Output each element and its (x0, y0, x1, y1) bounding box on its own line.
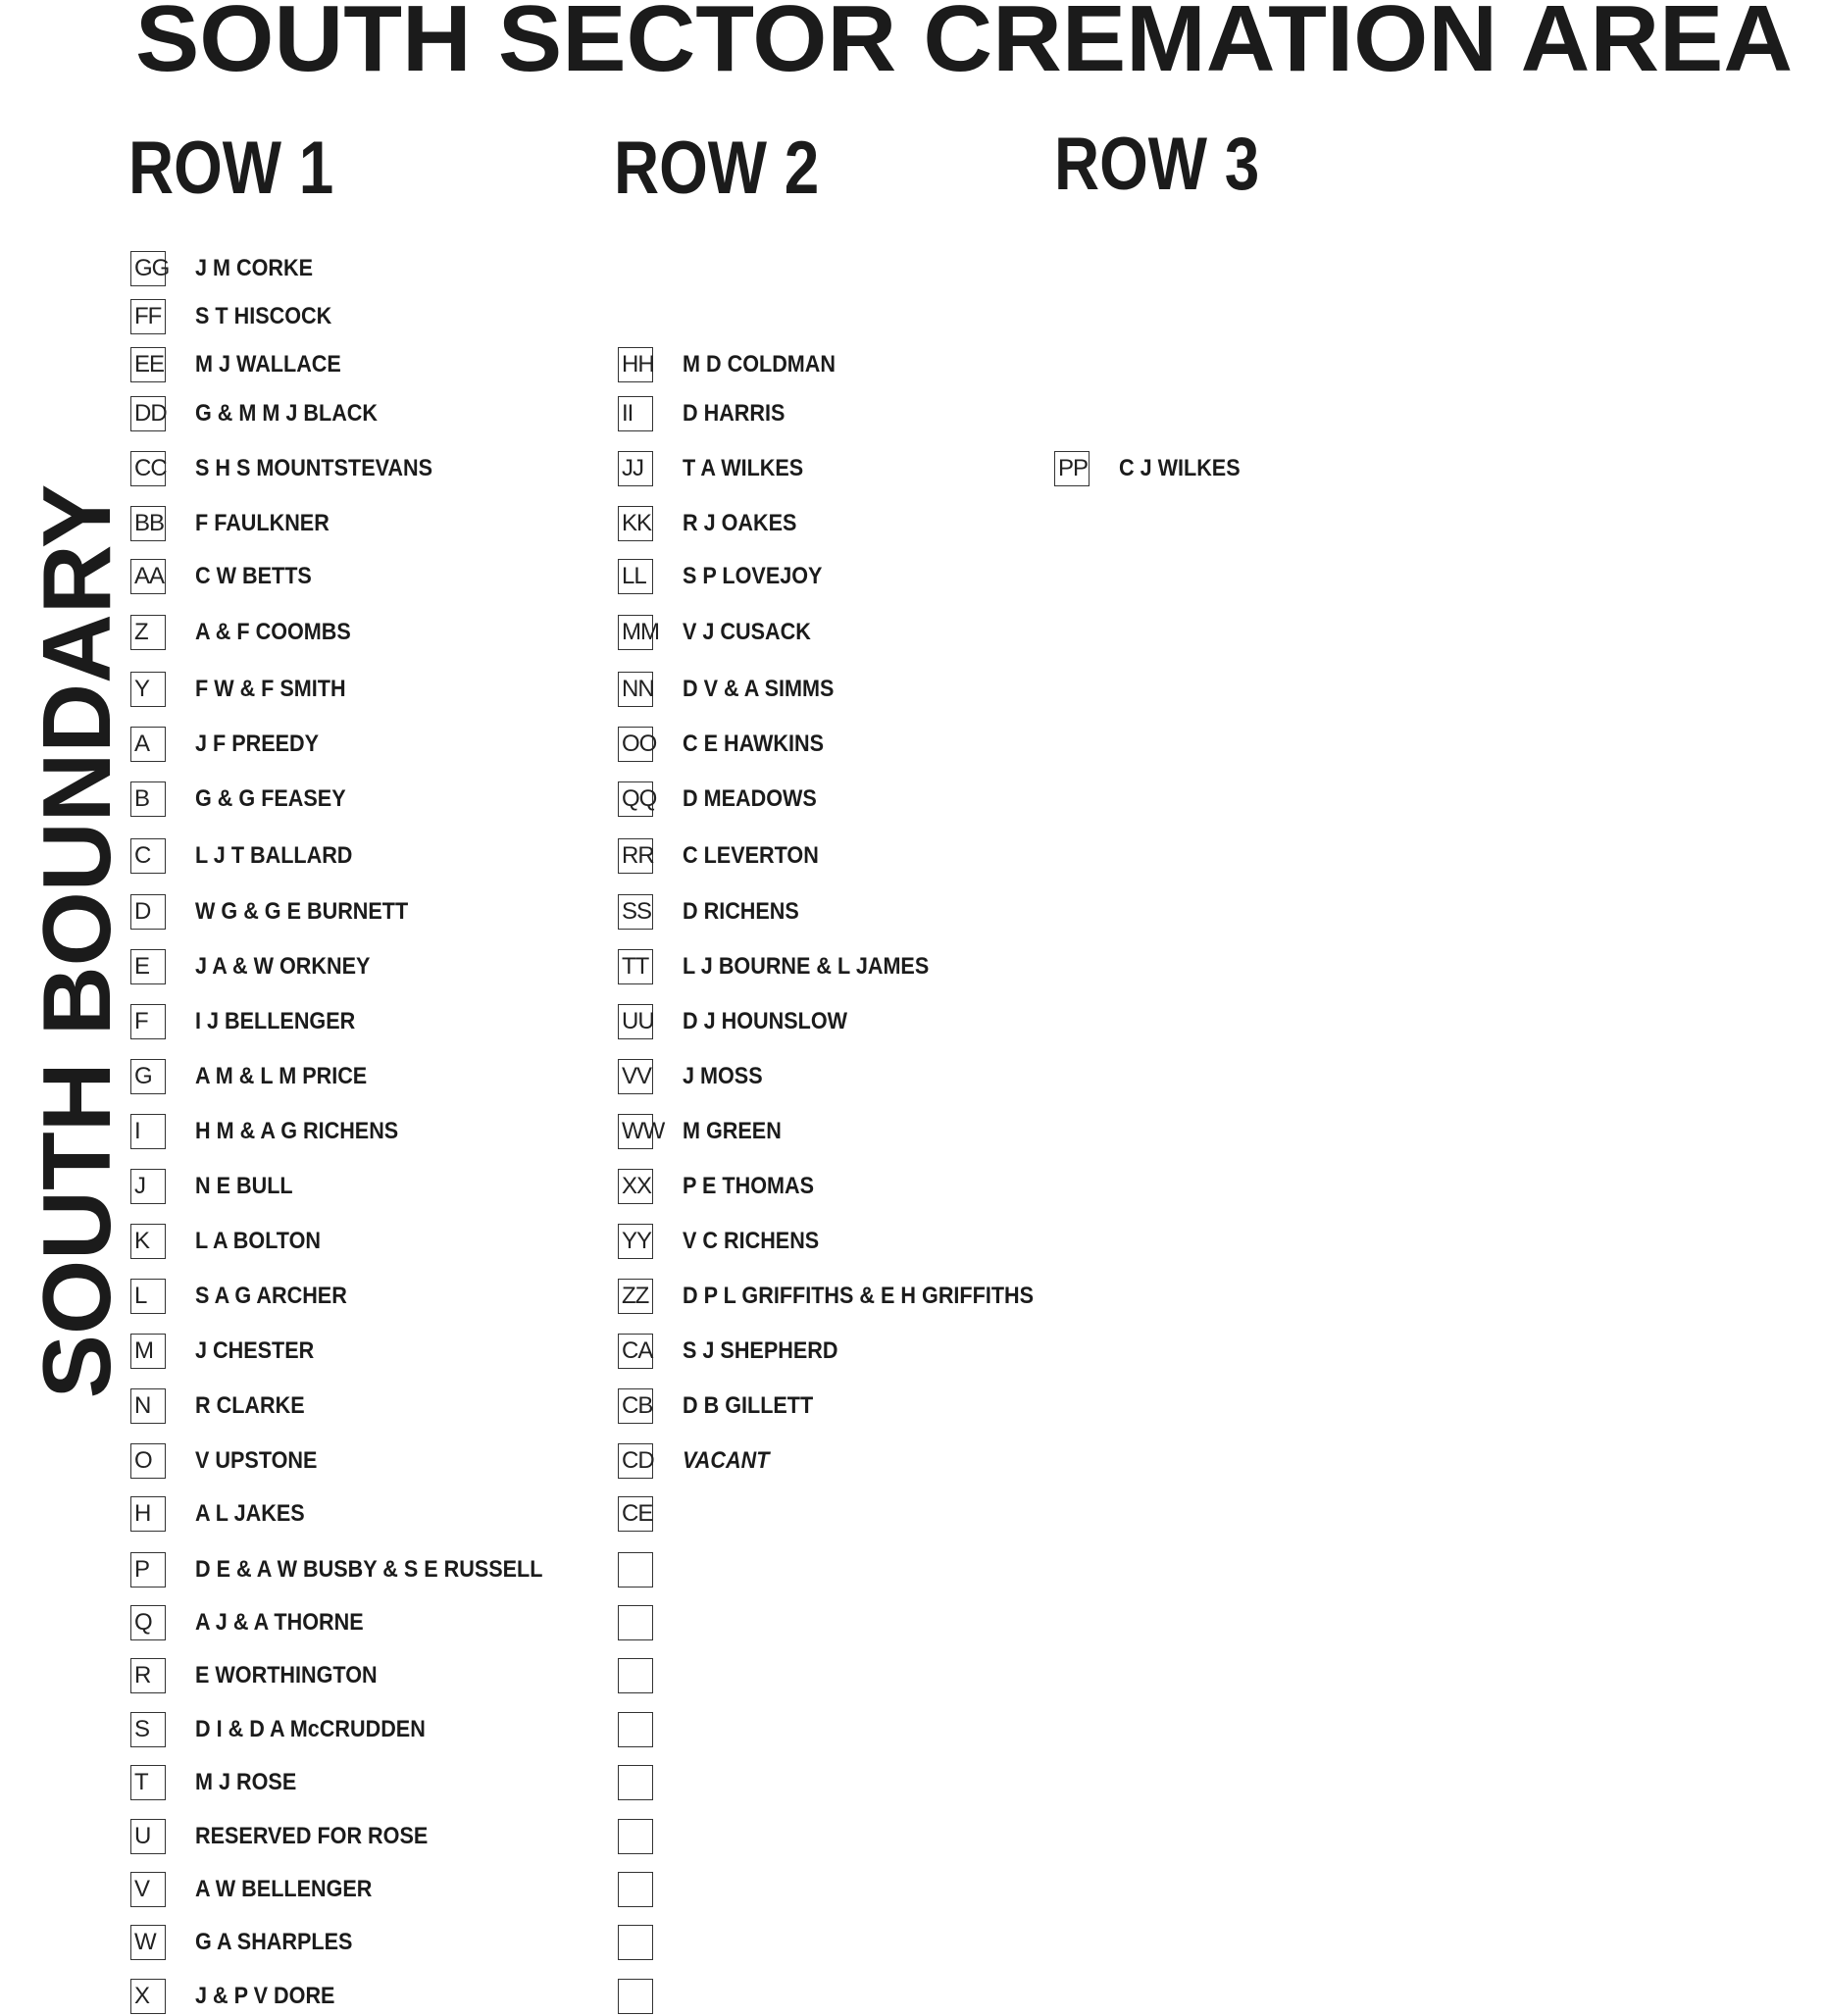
plot-code-box: A (130, 727, 166, 762)
plot-code-box: SS (618, 894, 653, 930)
plot-code-box: CD (618, 1443, 653, 1479)
plot-name: J CHESTER (195, 1337, 315, 1364)
plot-name: R CLARKE (195, 1392, 305, 1419)
plot-name: F W & F SMITH (195, 676, 346, 702)
plot-code-box: Z (130, 615, 166, 650)
plot-code-box: CC (130, 451, 166, 486)
plot-code-box: XX (618, 1169, 653, 1204)
plot-code-box (618, 1658, 653, 1693)
plot-name: S T HISCOCK (195, 303, 332, 329)
plot-code-box (618, 1872, 653, 1907)
plot-code-box (618, 1819, 653, 1854)
plot-code-box: O (130, 1443, 166, 1479)
plot-code-box: D (130, 894, 166, 930)
plot-code-box: QQ (618, 781, 653, 817)
plot-code-box: KK (618, 506, 653, 541)
plot-code-box (618, 1712, 653, 1747)
plot-code-box: I (130, 1114, 166, 1149)
plot-code-box: MM (618, 615, 653, 650)
plot-name: C J WILKES (1119, 455, 1241, 481)
plot-code-box (618, 1979, 653, 2014)
plot-name: J M CORKE (195, 255, 314, 281)
plot-name: A J & A THORNE (195, 1609, 364, 1636)
plot-code-box: AA (130, 559, 166, 594)
plot-name: M GREEN (683, 1118, 782, 1144)
row-2-heading: ROW 2 (614, 126, 820, 210)
plot-name: J F PREEDY (195, 731, 320, 757)
plot-code-box: UU (618, 1004, 653, 1039)
plot-code-box: G (130, 1059, 166, 1094)
plot-code-box: R (130, 1658, 166, 1693)
plot-name: C E HAWKINS (683, 731, 825, 757)
plot-name: D V & A SIMMS (683, 676, 835, 702)
plot-code-box: WW (618, 1114, 653, 1149)
plot-name: W G & G E BURNETT (195, 898, 409, 925)
plot-code-box: VV (618, 1059, 653, 1094)
plot-name: T A WILKES (683, 455, 804, 481)
plot-code-box: T (130, 1765, 166, 1800)
plot-name: D B GILLETT (683, 1392, 814, 1419)
plot-name: P E THOMAS (683, 1173, 815, 1199)
plot-name: RESERVED FOR ROSE (195, 1823, 429, 1849)
plot-code-box (618, 1552, 653, 1588)
plot-name: D HARRIS (683, 400, 786, 427)
plot-code-box: Y (130, 672, 166, 707)
plot-name: H M & A G RICHENS (195, 1118, 399, 1144)
plot-code-box: HH (618, 347, 653, 382)
plot-name: C LEVERTON (683, 842, 819, 869)
plot-code-box: EE (130, 347, 166, 382)
plot-code-box: CA (618, 1334, 653, 1369)
plot-name: G & G FEASEY (195, 785, 346, 812)
plot-vacant-label: VACANT (683, 1447, 770, 1474)
plot-code-box: H (130, 1496, 166, 1532)
plot-code-box (618, 1605, 653, 1640)
plot-code-box: C (130, 838, 166, 874)
row-3-heading: ROW 3 (1054, 123, 1260, 206)
plot-code-box: S (130, 1712, 166, 1747)
plot-code-box: F (130, 1004, 166, 1039)
plot-code-box: LL (618, 559, 653, 594)
plot-name: F FAULKNER (195, 510, 330, 536)
plot-name: L J BOURNE & L JAMES (683, 953, 930, 980)
plot-code-box (618, 1925, 653, 1960)
plot-name: I J BELLENGER (195, 1008, 356, 1034)
plot-name: D E & A W BUSBY & S E RUSSELL (195, 1556, 543, 1583)
plot-code-box: N (130, 1388, 166, 1424)
plot-code-box: Q (130, 1605, 166, 1640)
plot-code-box: JJ (618, 451, 653, 486)
plot-code-box: ZZ (618, 1279, 653, 1314)
plot-name: M D COLDMAN (683, 351, 836, 378)
plot-code-box: W (130, 1925, 166, 1960)
plot-code-box: M (130, 1334, 166, 1369)
plot-name: S J SHEPHERD (683, 1337, 838, 1364)
plot-name: S P LOVEJOY (683, 563, 823, 589)
plot-name: S A G ARCHER (195, 1283, 347, 1309)
plot-code-box: FF (130, 299, 166, 334)
plot-code-box: YY (618, 1224, 653, 1259)
plot-code-box: PP (1054, 451, 1090, 486)
plot-name: M J ROSE (195, 1769, 297, 1795)
plot-code-box: DD (130, 396, 166, 431)
plot-name: D J HOUNSLOW (683, 1008, 848, 1034)
plot-name: V J CUSACK (683, 619, 811, 645)
plot-code-box: K (130, 1224, 166, 1259)
plot-code-box: TT (618, 949, 653, 984)
plot-name: A M & L M PRICE (195, 1063, 368, 1089)
plot-name: J MOSS (683, 1063, 763, 1089)
plot-name: C W BETTS (195, 563, 312, 589)
plot-code-box: V (130, 1872, 166, 1907)
plot-name: V C RICHENS (683, 1228, 820, 1254)
plot-code-box: NN (618, 672, 653, 707)
plot-code-box: CB (618, 1388, 653, 1424)
plot-name: A W BELLENGER (195, 1876, 373, 1902)
plot-code-box: P (130, 1552, 166, 1588)
plot-name: A & F COOMBS (195, 619, 351, 645)
plot-name: G & M M J BLACK (195, 400, 379, 427)
row-1-heading: ROW 1 (128, 126, 334, 210)
plot-code-box: GG (130, 251, 166, 286)
plot-code-box: L (130, 1279, 166, 1314)
south-boundary-text: SOUTH BOUNDARY (23, 483, 130, 1399)
plot-name: D I & D A McCRUDDEN (195, 1716, 426, 1742)
plot-code-box: J (130, 1169, 166, 1204)
plot-code-box: II (618, 396, 653, 431)
plot-name: J & P V DORE (195, 1983, 335, 2009)
plot-code-box: RR (618, 838, 653, 874)
plot-name: S H S MOUNTSTEVANS (195, 455, 433, 481)
plot-name: M J WALLACE (195, 351, 341, 378)
plot-code-box: CE (618, 1496, 653, 1532)
plot-name: L A BOLTON (195, 1228, 321, 1254)
plot-name: D RICHENS (683, 898, 799, 925)
plot-name: V UPSTONE (195, 1447, 318, 1474)
plot-name: G A SHARPLES (195, 1929, 353, 1955)
plot-code-box: BB (130, 506, 166, 541)
plot-name: R J OAKES (683, 510, 797, 536)
plot-code-box: U (130, 1819, 166, 1854)
page-title: SOUTH SECTOR CREMATION AREA (135, 0, 1794, 91)
plot-name: J A & W ORKNEY (195, 953, 371, 980)
plot-code-box (618, 1765, 653, 1800)
plot-name: A L JAKES (195, 1500, 305, 1527)
plot-name: N E BULL (195, 1173, 293, 1199)
plot-code-box: OO (618, 727, 653, 762)
plot-code-box: X (130, 1979, 166, 2014)
plot-code-box: E (130, 949, 166, 984)
plot-name: L J T BALLARD (195, 842, 353, 869)
plot-code-box: B (130, 781, 166, 817)
plot-name: D MEADOWS (683, 785, 817, 812)
plot-name: E WORTHINGTON (195, 1662, 378, 1688)
plot-name: D P L GRIFFITHS & E H GRIFFITHS (683, 1283, 1035, 1309)
